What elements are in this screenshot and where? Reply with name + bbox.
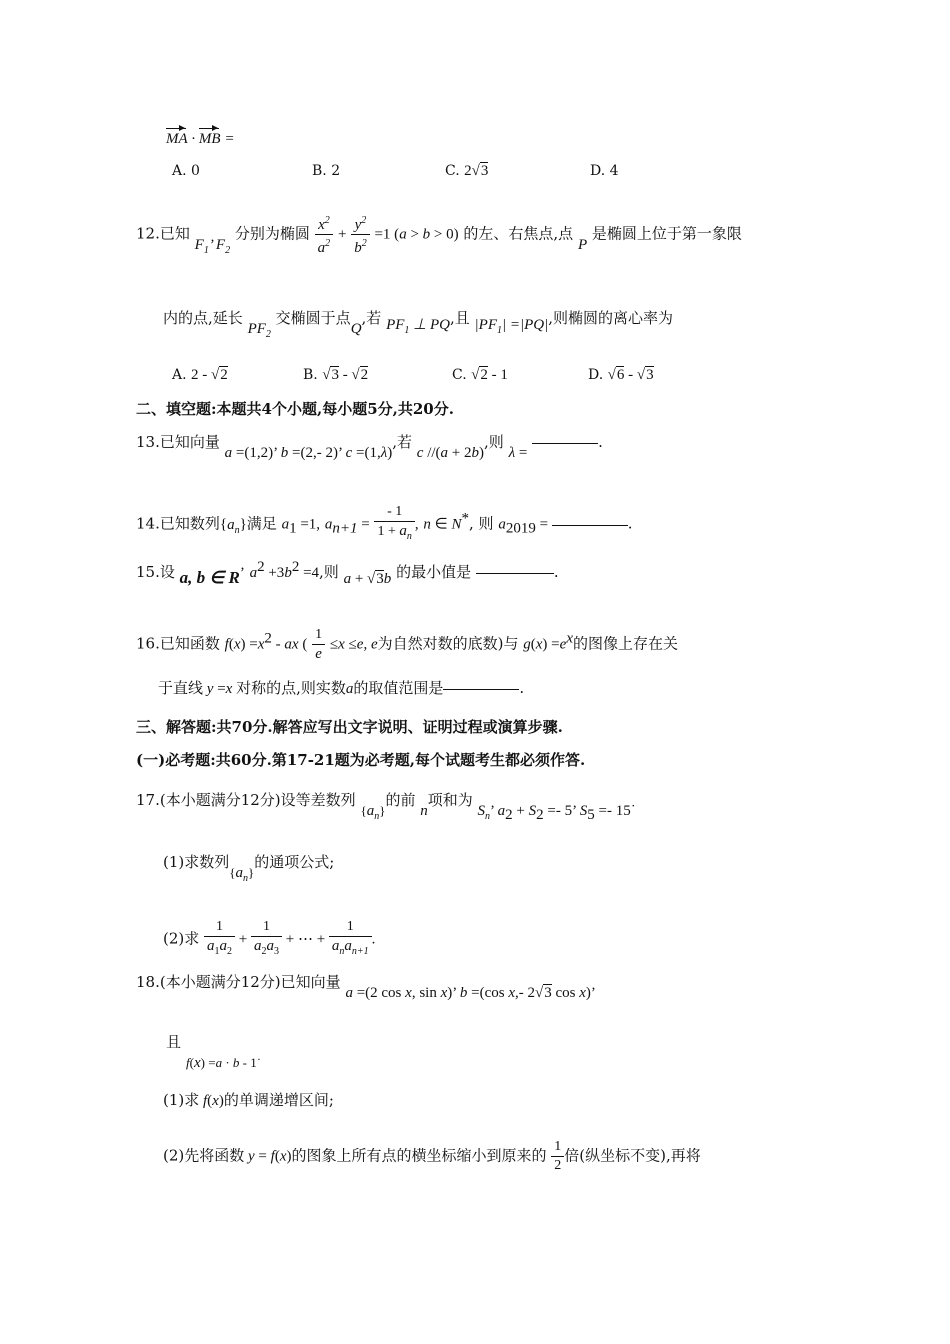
q11-option-c: C. 2√3 (445, 163, 489, 179)
q11-option-d: D. 4 (590, 163, 619, 179)
q17: 17.(本小题满分12分)设等差数列 $\{a_n\}$的前 n项和为 $S_n$’ $a_2 + S_2 =- 5$’ $S_5$ =- 15˙ (136, 791, 636, 823)
q16-line1: 16.已知函数 $f(x) =x^2$ - ax ( $\frac{1}{e}$ ≤x ≤e, e为自然对数的底数)与 $g(x) =e^x$的图像上存在关 (136, 627, 678, 662)
section-3a-heading: (一)必考题:共60分.第17-21题为必考题,每个试题考生都必须作答. (136, 751, 586, 769)
section-3-heading: 三、解答题:共70分.解答应写出文字说明、证明过程或演算步骤. (136, 718, 563, 736)
q12-line1: 12.已知 $F_1$’ $F_2$ 分别为椭圆 $\frac{x^2}{a^2}$ + $\frac{y^2}{b^2}$ =1 (a > b > 0) 的左、右焦点,点 P 是椭圆上位于第一象限 (136, 212, 742, 257)
q18-given: 且 f(x) =a · b - 1˙ (166, 1033, 262, 1071)
q12-option-d: D. √6 - √3 (588, 367, 654, 383)
q17-part2: (2)求 $\frac{1}{a_1a_2}$ + $\frac{1}{a_2a_3}$ + ⋯ + $\frac{1}{a_na_{n+1}}$ . (163, 919, 376, 957)
q18-part2: (2)先将函数 y = f(x)的图象上所有点的横坐标缩小到原来的 $\frac{1}{2}$ 倍(纵坐标不变),再将 (163, 1139, 701, 1173)
q13: 13.已知向量 a =(1,2)’ b =(2,- 2)’ c =(1,λ),若 c //(a + 2b),则 λ = . (136, 433, 603, 461)
q18-part1: (1)求 f(x)的单调递增区间; (163, 1091, 334, 1109)
q11-option-b: B. 2 (312, 163, 341, 179)
q12-option-a: A. 2 - √2 (172, 367, 228, 383)
q14: 14.已知数列$\{a_n\}$满足 $a_1 =1$, $a_{n+1}$ = $\frac{- 1}{1 + a_n}$ , n ∈ N*, 则 $a_{2019}$ = . (136, 504, 633, 542)
q11-expression: MA · MB = (166, 131, 234, 147)
section-2-heading: 二、填空题:本题共4个小题,每小题5分,共20分. (136, 400, 454, 418)
q11-option-a: A. 0 (172, 163, 200, 179)
q17-part1: (1)求数列$\{a_n\}$的通项公式; (163, 853, 335, 884)
q16-line2: 于直线 y =x 对称的点,则实数a的取值范围是 . (158, 679, 525, 697)
q18: 18.(本小题满分12分)已知向量 a =(2 cos x, sin x)’ b =(cos x,- 2√3 cos x)’ (136, 973, 596, 1001)
q12-option-c: C. √2 - 1 (452, 367, 508, 383)
q12-line2: 内的点,延长 $PF_2$ 交椭圆于点Q,若 $PF_1$ ⊥ PQ,且 $|PF_1| =|PQ|$,则椭圆的离心率为 (163, 309, 674, 340)
q12-option-b: B. √3 - √2 (303, 367, 369, 383)
q15: 15.设 a, b ∈ R’ $a^2 +3b^2 =4$,则 a + √3b 的最小值是 . (136, 559, 559, 587)
